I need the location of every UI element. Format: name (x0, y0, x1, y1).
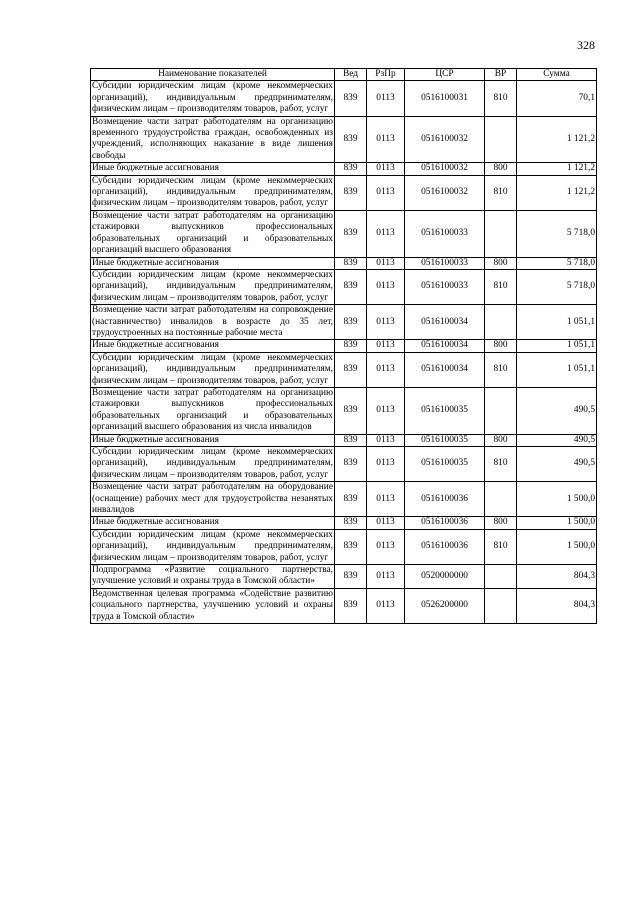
cell-name: Ведомственная целевая программа «Содействие развитию социального партнерства, улучшению условий и охраны труда в Томской области» (92, 588, 333, 622)
cell-sum: 5 718,0 (517, 269, 597, 304)
cell-ved: 839 (335, 565, 367, 589)
cell-rzpr: 0113 (367, 81, 405, 116)
cell-ved: 839 (335, 340, 367, 352)
cell-ved: 839 (335, 116, 367, 163)
cell-rzpr: 0113 (367, 529, 405, 564)
cell-rzpr: 0113 (367, 116, 405, 163)
cell-csr: 0516100032 (405, 163, 485, 175)
table-row (91, 387, 597, 434)
table-row (91, 175, 597, 210)
cell-ved: 839 (335, 482, 367, 517)
cell-csr: 0516100033 (405, 269, 485, 304)
cell-csr: 0516100034 (405, 352, 485, 387)
cell-vr: 800 (485, 340, 517, 352)
cell-ved: 839 (335, 81, 367, 116)
cell-name: Иные бюджетные ассигнования (91, 257, 335, 269)
cell-sum: 490,5 (517, 387, 597, 434)
table-row (91, 257, 597, 269)
table-row (91, 163, 597, 175)
table-row (91, 269, 597, 304)
table-header-row (91, 69, 597, 81)
cell-ved: 839 (335, 387, 367, 434)
cell-sum: 1 121,2 (517, 175, 597, 210)
cell-name: Иные бюджетные ассигнования (91, 340, 335, 352)
cell-sum: 70,1 (517, 81, 597, 116)
header-vr: ВР (485, 69, 517, 81)
cell-ved: 839 (335, 517, 367, 529)
cell-csr: 0516100034 (405, 305, 485, 340)
cell-name: Возмещение части затрат работодателям на сопровождение (наставничество) инвалидов в возрасте до 35 лет, трудоустроенных на постоянные рабочие места (92, 305, 333, 338)
page-number: 328 (577, 38, 595, 52)
cell-rzpr: 0113 (367, 588, 405, 623)
cell-rzpr: 0113 (367, 565, 405, 589)
cell-vr: 800 (485, 163, 517, 175)
cell-csr: 0516100035 (405, 387, 485, 434)
table-row (91, 116, 597, 163)
cell-name: Субсидии юридическим лицам (кроме некоммерческих организаций), индивидуальным предпринимателям, физическим лицам – производителям товаров, работ, услуг (92, 352, 333, 386)
cell-vr (485, 210, 517, 257)
table-row (91, 434, 597, 446)
cell-vr: 810 (485, 269, 517, 304)
cell-sum: 5 718,0 (517, 257, 597, 269)
table-row (91, 517, 597, 529)
cell-ved: 839 (335, 352, 367, 387)
cell-vr (485, 588, 517, 623)
header-rzpr: РзПр (367, 69, 405, 81)
cell-ved: 839 (335, 305, 367, 340)
header-csr: ЦСР (405, 69, 485, 81)
header-name: Наименование показателей (91, 69, 335, 81)
cell-ved: 839 (335, 269, 367, 304)
table-row (91, 588, 597, 623)
table-row (91, 352, 597, 387)
cell-vr (485, 565, 517, 589)
table-row (91, 305, 597, 340)
cell-sum: 1 500,0 (517, 529, 597, 564)
cell-ved: 839 (335, 257, 367, 269)
cell-sum: 804,3 (517, 565, 597, 589)
cell-sum: 1 500,0 (517, 517, 597, 529)
cell-vr (485, 387, 517, 434)
table-row (91, 81, 597, 116)
cell-csr: 0516100032 (405, 116, 485, 163)
cell-sum: 490,5 (517, 447, 597, 482)
cell-sum: 5 718,0 (517, 210, 597, 257)
cell-name: Субсидии юридическим лицам (кроме некоммерческих организаций), индивидуальным предпринимателям, физическим лицам – производителям товаров, работ, услуг (92, 269, 333, 303)
cell-csr: 0516100032 (405, 175, 485, 210)
cell-ved: 839 (335, 175, 367, 210)
cell-csr: 0516100036 (405, 482, 485, 517)
header-sum: Сумма (517, 69, 597, 81)
cell-name: Субсидии юридическим лицам (кроме некоммерческих организаций), индивидуальным предпринимателям, физическим лицам – производителям товаров, работ, услуг (92, 447, 333, 480)
cell-name: Субсидии юридическим лицам (кроме некоммерческих организаций), индивидуальным предпринимателям, физическим лицам – производителям товаров, работ, услуг (92, 175, 333, 209)
table-row (91, 447, 597, 482)
cell-vr: 810 (485, 352, 517, 387)
cell-name: Возмещение части затрат работодателям на организацию временного трудоустройства граждан, освобожденных из учреждений, исполняющих наказание в виде лишения свободы (92, 116, 333, 161)
cell-rzpr: 0113 (367, 482, 405, 517)
cell-rzpr: 0113 (367, 269, 405, 304)
table-row (91, 210, 597, 257)
cell-csr: 0516100031 (405, 81, 485, 116)
cell-csr: 0516100035 (405, 434, 485, 446)
cell-ved: 839 (335, 529, 367, 564)
cell-ved: 839 (335, 434, 367, 446)
table-row (91, 565, 597, 589)
table-row (91, 529, 597, 564)
cell-vr: 810 (485, 81, 517, 116)
cell-vr: 800 (485, 434, 517, 446)
cell-ved: 839 (335, 588, 367, 623)
cell-ved: 839 (335, 447, 367, 482)
cell-vr (485, 116, 517, 163)
cell-name: Субсидии юридическим лицам (кроме некоммерческих организаций), индивидуальным предпринимателям, физическим лицам – производителям товаров, работ, услуг (92, 529, 333, 563)
cell-sum: 1 121,2 (517, 163, 597, 175)
cell-rzpr: 0113 (367, 305, 405, 340)
cell-rzpr: 0113 (367, 340, 405, 352)
cell-rzpr: 0113 (367, 447, 405, 482)
cell-name: Возмещение части затрат работодателям на организацию стажировки выпускников профессиональных образовательных организаций и образовательных организаций высшего образования (92, 210, 333, 256)
cell-name: Возмещение части затрат работодателям на организацию стажировки выпускников профессиональных образовательных организаций и образовательных организаций высшего образования из числа инвалидов (92, 387, 333, 433)
cell-sum: 1 051,1 (517, 352, 597, 387)
cell-csr: 0516100034 (405, 340, 485, 352)
cell-vr: 800 (485, 517, 517, 529)
cell-rzpr: 0113 (367, 352, 405, 387)
table-row (91, 482, 597, 517)
cell-rzpr: 0113 (367, 517, 405, 529)
cell-name: Иные бюджетные ассигнования (91, 163, 335, 175)
cell-rzpr: 0113 (367, 387, 405, 434)
cell-csr: 0516100036 (405, 529, 485, 564)
cell-sum: 490,5 (517, 434, 597, 446)
cell-name: Подпрограмма «Развитие социального партнерства, улучшение условий и охраны труда в Томской области» (92, 565, 333, 587)
table-row (91, 340, 597, 352)
cell-rzpr: 0113 (367, 175, 405, 210)
cell-rzpr: 0113 (367, 434, 405, 446)
cell-ved: 839 (335, 210, 367, 257)
cell-sum: 1 121,2 (517, 116, 597, 163)
header-ved: Вед (335, 69, 367, 81)
cell-vr (485, 482, 517, 517)
cell-sum: 1 051,1 (517, 340, 597, 352)
cell-vr: 810 (485, 447, 517, 482)
cell-sum: 1 051,1 (517, 305, 597, 340)
cell-sum: 804,3 (517, 588, 597, 623)
cell-vr: 810 (485, 175, 517, 210)
cell-csr: 0520000000 (405, 565, 485, 589)
cell-csr: 0516100033 (405, 210, 485, 257)
cell-csr: 0516100035 (405, 447, 485, 482)
budget-table (90, 68, 597, 624)
cell-rzpr: 0113 (367, 257, 405, 269)
cell-csr: 0516100033 (405, 257, 485, 269)
cell-vr: 810 (485, 529, 517, 564)
cell-csr: 0526200000 (405, 588, 485, 623)
cell-rzpr: 0113 (367, 163, 405, 175)
cell-vr: 800 (485, 257, 517, 269)
cell-ved: 839 (335, 163, 367, 175)
cell-rzpr: 0113 (367, 210, 405, 257)
cell-name: Возмещение части затрат работодателям на оборудование (оснащение) рабочих мест для трудоустройства незанятых инвалидов (92, 482, 333, 516)
cell-name: Субсидии юридическим лицам (кроме некоммерческих организаций), индивидуальным предпринимателям, физическим лицам – производителям товаров, работ, услуг (92, 81, 333, 115)
cell-sum: 1 500,0 (517, 482, 597, 517)
cell-name: Иные бюджетные ассигнования (91, 517, 335, 529)
cell-vr (485, 305, 517, 340)
cell-csr: 0516100036 (405, 517, 485, 529)
cell-name: Иные бюджетные ассигнования (91, 434, 335, 446)
